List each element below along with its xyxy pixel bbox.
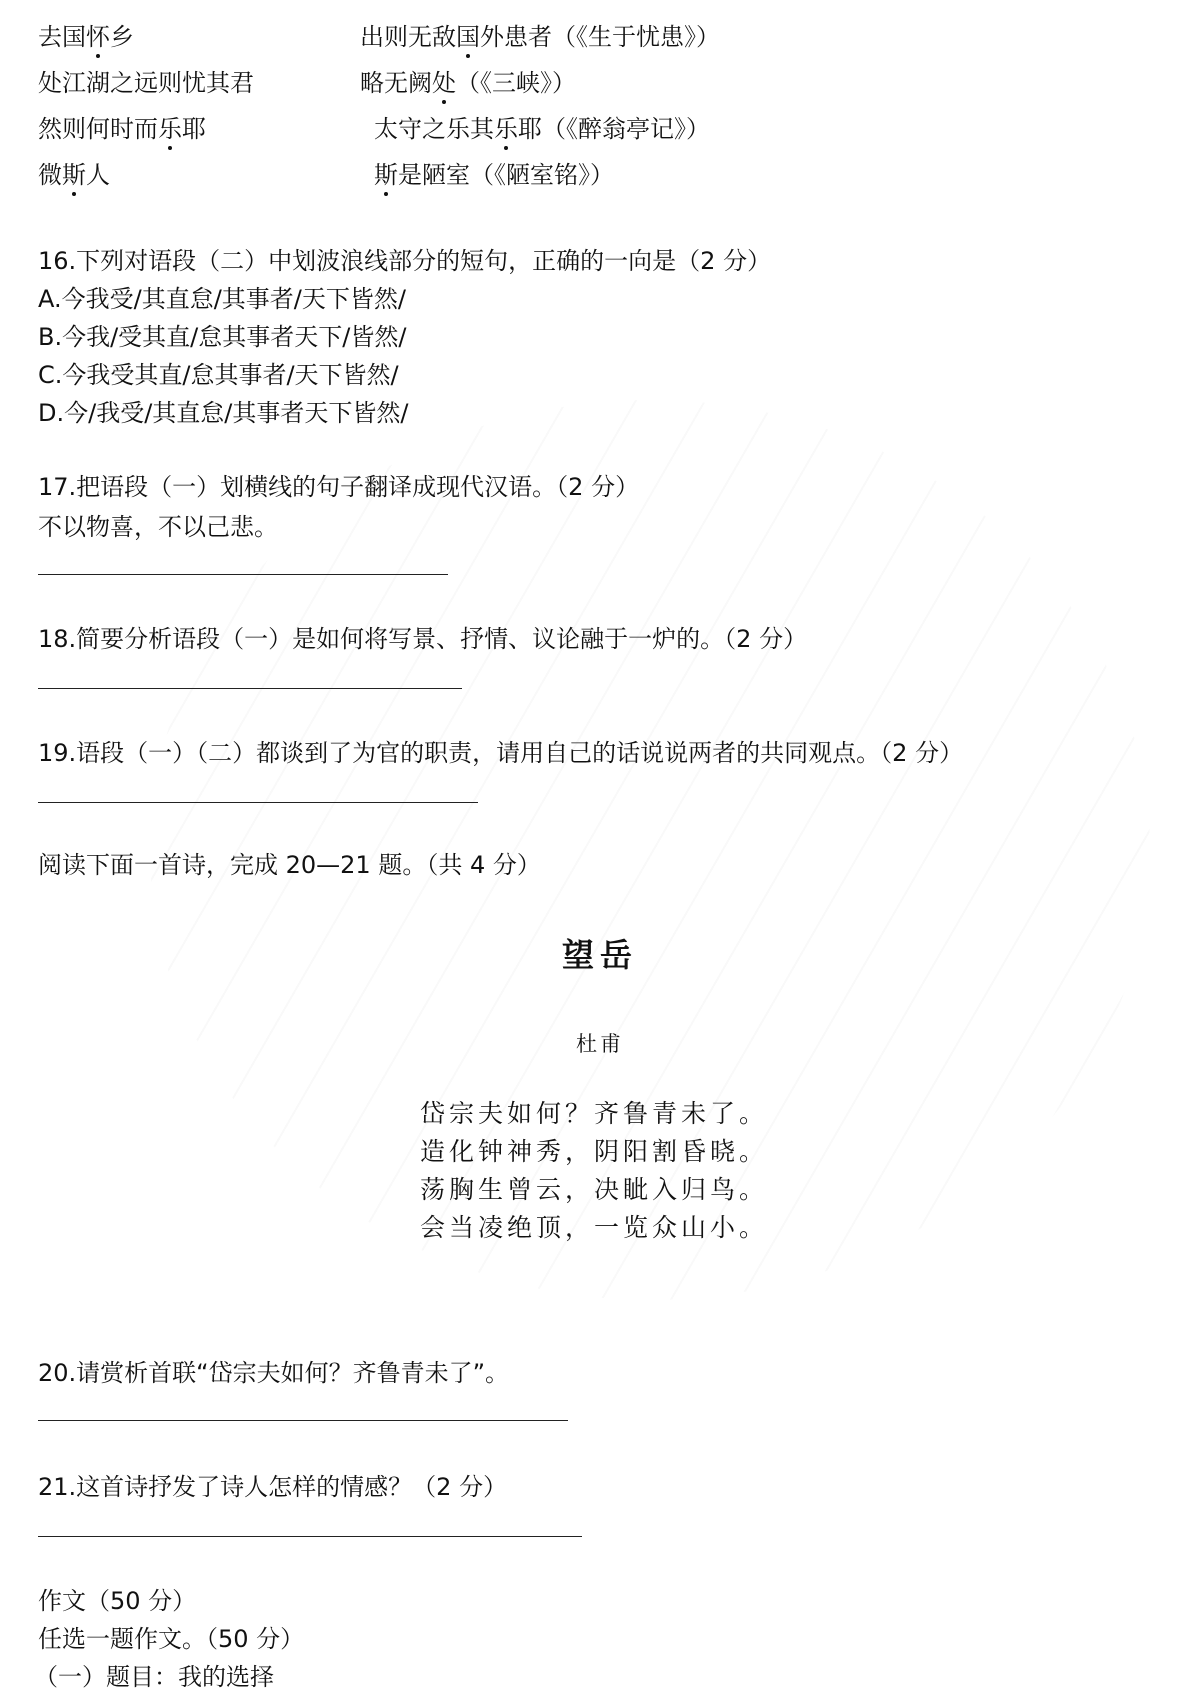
poem-author: 杜甫 bbox=[576, 1032, 624, 1056]
q19-stem: 19.语段（一）（二）都谈到了为官的职责，请用自己的话说说两者的共同观点。（2 分） bbox=[38, 739, 964, 767]
composition-topic-1: （一）题目：我的选择 bbox=[34, 1663, 274, 1691]
q17-stem: 17.把语段（一）划横线的句子翻译成现代汉语。（2 分） bbox=[38, 473, 640, 501]
poem-line-2: 造化钟神秀，阴阳割昏晓。 bbox=[420, 1137, 769, 1166]
pair-3-left: 然则何时而乐耶 bbox=[38, 115, 206, 143]
q16-option-d: D.今/我受/其直怠/其事者天下皆然/ bbox=[38, 399, 409, 427]
pair-1-left: 去国怀乡 bbox=[38, 23, 134, 51]
pair-2-right: 略无阙处（《三峡》） bbox=[360, 69, 576, 97]
reading-intro: 阅读下面一首诗，完成 20—21 题。（共 4 分） bbox=[38, 851, 541, 879]
q16-option-c: C.今我受其直/怠其事者/天下皆然/ bbox=[38, 361, 399, 389]
poem-line-3: 荡胸生曾云，决眦入归鸟。 bbox=[420, 1175, 769, 1204]
q17-sentence: 不以物喜，不以己悲。 bbox=[38, 513, 278, 541]
q20-stem: 20.请赏析首联“岱宗夫如何？齐鲁青未了”。 bbox=[38, 1359, 510, 1387]
pair-1-right: 出则无敌国外患者（《生于忧患》） bbox=[360, 23, 720, 51]
q21-answer-line[interactable] bbox=[38, 1536, 582, 1537]
q18-stem: 18.简要分析语段（一）是如何将写景、抒情、议论融于一炉的。（2 分） bbox=[38, 625, 808, 653]
pair-3-right: 太守之乐其乐耶（《醉翁亭记》） bbox=[374, 115, 710, 143]
q16-option-a: A.今我受/其直怠/其事者/天下皆然/ bbox=[38, 285, 406, 313]
q20-answer-line[interactable] bbox=[38, 1420, 568, 1421]
poem-line-4: 会当凌绝顶，一览众山小。 bbox=[420, 1213, 769, 1242]
q21-stem: 21.这首诗抒发了诗人怎样的情感？（2 分） bbox=[38, 1473, 508, 1501]
composition-instruction: 任选一题作文。（50 分） bbox=[38, 1625, 305, 1653]
q19-answer-line[interactable] bbox=[38, 802, 478, 803]
pair-2-left: 处江湖之远则忧其君 bbox=[38, 69, 254, 97]
q18-answer-line[interactable] bbox=[38, 688, 462, 689]
poem-title: 望岳 bbox=[561, 936, 638, 974]
poem-line-1: 岱宗夫如何？齐鲁青未了。 bbox=[420, 1099, 769, 1128]
q16-option-b: B.今我/受其直/怠其事者天下/皆然/ bbox=[38, 323, 407, 351]
pair-4-left: 微斯人 bbox=[38, 161, 110, 189]
q17-answer-line[interactable] bbox=[38, 574, 448, 575]
pair-4-right: 斯是陋室（《陋室铭》） bbox=[374, 161, 614, 189]
q16-stem: 16.下列对语段（二）中划波浪线部分的短句，正确的一向是（2 分） bbox=[38, 247, 772, 275]
composition-header: 作文（50 分） bbox=[38, 1587, 197, 1615]
